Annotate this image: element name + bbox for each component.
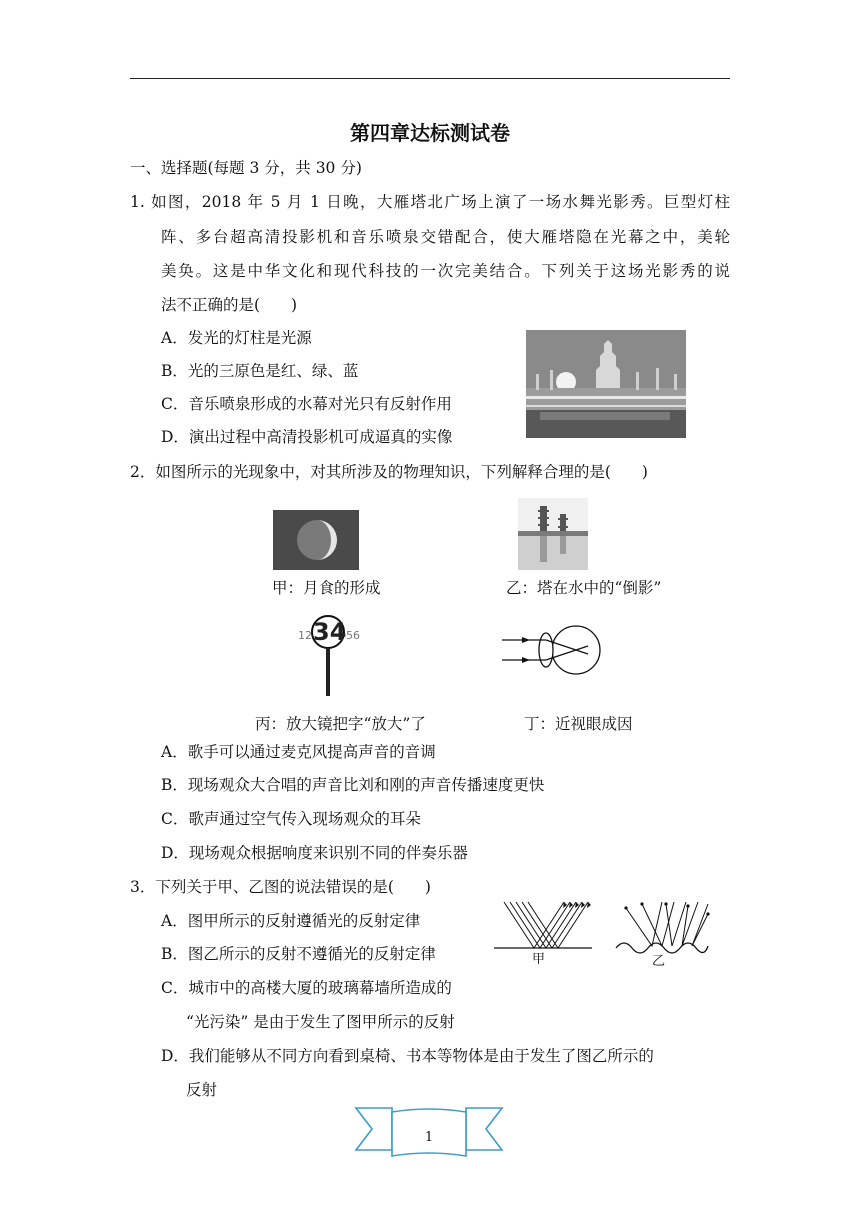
q1-stem-line-2: 阵、多台超高清投影机和音乐喷泉交错配合，使大雁塔隐在光幕之中，美轮 bbox=[161, 228, 730, 246]
q2-option-b: B．现场观众大合唱的声音比刘和刚的声音传播速度更快 bbox=[161, 776, 545, 794]
q3-option-c-continued: “光污染” 是由于发生了图甲所示的反射 bbox=[186, 1013, 455, 1031]
q3-option-a: A．图甲所示的反射遵循光的反射定律 bbox=[161, 912, 421, 930]
q2-caption-ding: 丁：近视眼成因 bbox=[524, 715, 633, 733]
section-heading: 一、选择题(每题 3 分，共 30 分) bbox=[130, 159, 362, 177]
q1-option-d: D．演出过程中高清投影机可成逼真的实像 bbox=[161, 428, 453, 446]
q3-option-d-continued: 反射 bbox=[186, 1081, 218, 1099]
q3-option-d: D．我们能够从不同方向看到桌椅、书本等物体是由于发生了图乙所示的 bbox=[161, 1047, 654, 1065]
q1-stem-line-3: 美奂。这是中华文化和现代科技的一次完美结合。下列关于这场光影秀的说 bbox=[161, 262, 730, 280]
q2-fig-ding-myopia-eye-diagram bbox=[500, 624, 610, 676]
q2-caption-bing: 丙：放大镜把字“放大”了 bbox=[255, 715, 426, 733]
magnifier-text-center: 34 bbox=[313, 618, 347, 646]
q1-option-c: C．音乐喷泉形成的水幕对光只有反射作用 bbox=[161, 395, 452, 413]
q2-fig-yi-pagoda-reflection-photo bbox=[518, 498, 588, 570]
q3-fig-jia-specular-reflection bbox=[494, 898, 592, 950]
q1-option-b: B．光的三原色是红、绿、蓝 bbox=[161, 362, 359, 380]
q1-stem-line-4: 法不正确的是( ) bbox=[161, 296, 298, 314]
q3-option-b: B．图乙所示的反射不遵循光的反射定律 bbox=[161, 945, 436, 963]
magnifier-text-left: 12 bbox=[298, 629, 312, 642]
q1-light-show-photo bbox=[526, 330, 686, 438]
q2-caption-jia: 甲：月食的形成 bbox=[272, 579, 381, 597]
page-number: 1 bbox=[424, 1130, 434, 1145]
q2-option-d: D．现场观众根据响度来识别不同的伴奏乐器 bbox=[161, 844, 468, 862]
q2-fig-jia-eclipse-photo bbox=[273, 510, 359, 570]
q2-option-c: C．歌声通过空气传入现场观众的耳朵 bbox=[161, 810, 421, 828]
q3-fig-yi-diffuse-reflection bbox=[612, 898, 710, 954]
q3-fig-yi-label: 乙 bbox=[652, 954, 666, 969]
q1-option-a: A．发光的灯柱是光源 bbox=[161, 329, 312, 347]
page-title: 第四章达标测试卷 bbox=[350, 121, 510, 145]
q3-stem: 3．下列关于甲、乙图的说法错误的是( ) bbox=[130, 878, 431, 896]
q2-caption-yi: 乙：塔在水中的“倒影” bbox=[506, 579, 662, 597]
q3-fig-jia-label: 甲 bbox=[532, 952, 546, 967]
top-rule bbox=[130, 78, 730, 79]
magnifier-text-right: 56 bbox=[346, 629, 360, 642]
q2-option-a: A．歌手可以通过麦克风提高声音的音调 bbox=[161, 743, 436, 761]
q2-stem: 2．如图所示的光现象中，对其所涉及的物理知识，下列解释合理的是( ) bbox=[130, 463, 648, 481]
q1-stem-line-1: 1. 如图，2018 年 5 月 1 日晚，大雁塔北广场上演了一场水舞光影秀。巨型灯柱 bbox=[130, 193, 730, 211]
q3-option-c: C．城市中的高楼大厦的玻璃幕墙所造成的 bbox=[161, 979, 452, 997]
